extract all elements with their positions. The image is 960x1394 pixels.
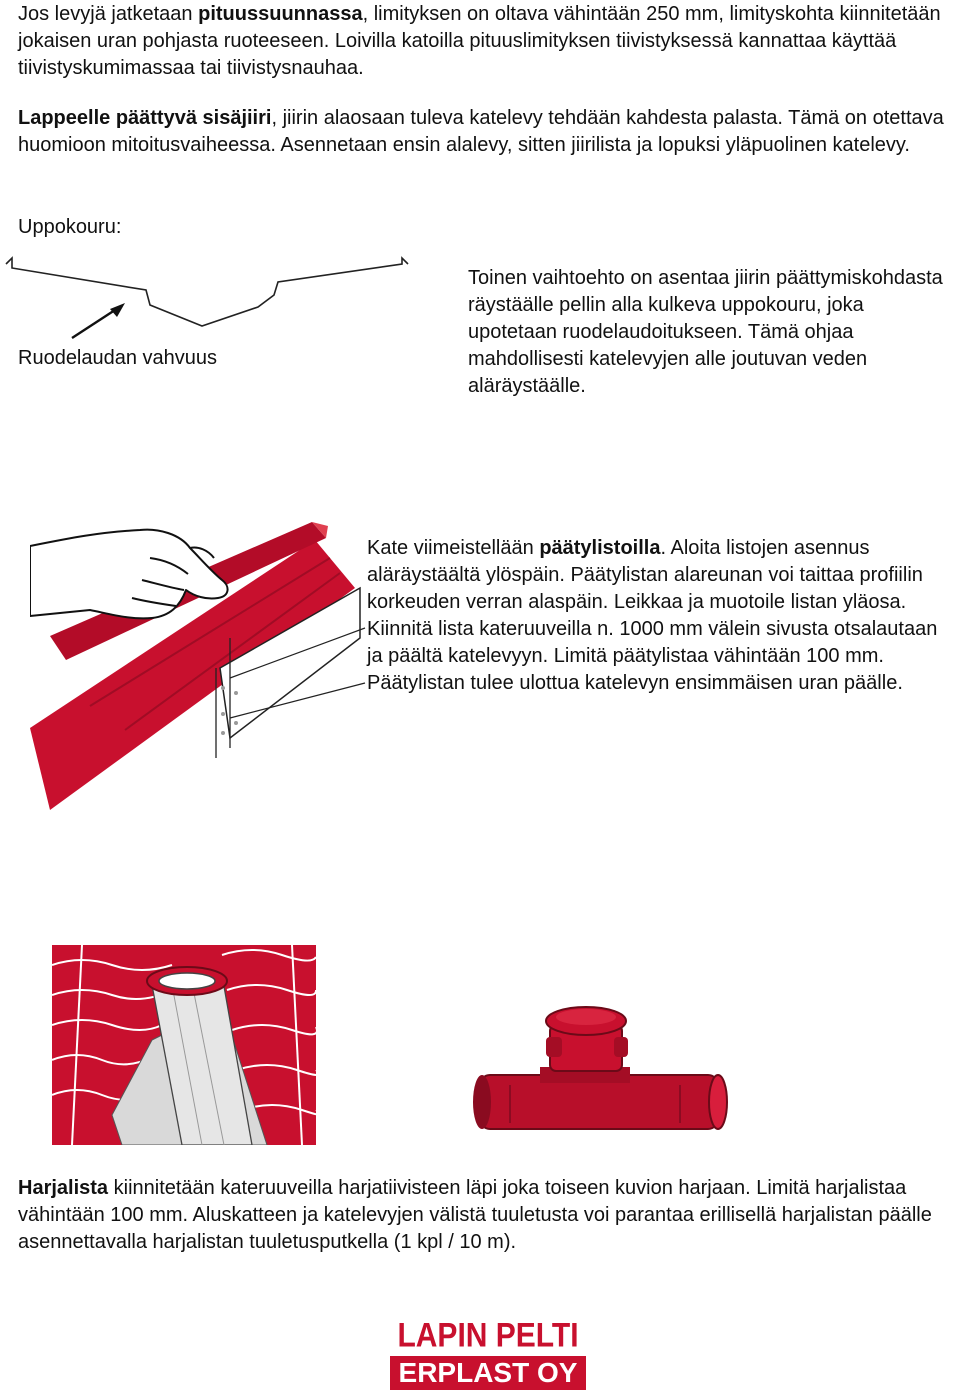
paatylista-illustration — [30, 518, 370, 818]
hand-icon — [30, 530, 228, 619]
uppokouru-heading: Uppokouru: — [18, 216, 122, 238]
paatylista-rest: . Aloita listojen asennus aläräystäältä ylöspäin. Päätylistan alareunan voi taittaa profiilin korkeuden verran alaspäin. Leikkaa ja muotoile listan yläosa. Kiinnitä lista kateruuveilla n. 1000 mm välein sivusta otsalautaan ja päältä katelevyyn. Limitä päätylistaa vähintään 100 mm. Päätylistan tulee ulottua katelevyn ensimmäisen uran päälle. — [367, 537, 938, 694]
arrow-icon — [72, 303, 125, 338]
intro-paragraph-1 — [18, 1, 948, 82]
uppokouru-diagram-label: Ruodelaudan vahvuus — [18, 347, 218, 369]
paatylista-bold: päätylistoilla — [539, 537, 661, 559]
logo-line-2: ERPLAST OY — [390, 1356, 586, 1390]
intro-p1-start: Jos levyjä jatketaan — [18, 3, 199, 25]
intro-p2-bold: Lappeelle päättyvä sisäjiiri — [18, 107, 272, 129]
paatylista-start: Kate viimeistellään — [367, 537, 540, 559]
uppokouru-diagram — [0, 250, 420, 350]
roof-vent-photo — [52, 945, 316, 1145]
ridge-vent-pipe — [470, 1005, 730, 1155]
logo-line-1: LAPIN PELTI — [397, 1316, 579, 1355]
intro-p2-rest: , jiirin alaosaan tuleva katelevy tehdään kahdesta palasta. Tämä on otettava huomioon mitoitusvaiheessa. Asennetaan ensin alalevy, sitten jiirilista ja lopuksi yläpuolinen katelevy. — [18, 107, 944, 156]
gutter-profile-line — [6, 258, 408, 326]
company-logo — [390, 1316, 586, 1390]
intro-p1-bold: pituussuunnassa — [198, 3, 363, 25]
harjalista-text — [18, 1175, 953, 1256]
intro-p1-rest: , limityksen on oltava vähintään 250 mm, limityskohta kiinnitetään jokaisen uran pohjasta ruoteeseen. Loivilla katoilla pituuslimityksen tiivistyksessä kannattaa käyttää tiivistyskumimassaa tai tiivistysnauhaa. — [18, 3, 941, 79]
paatylista-text — [367, 535, 957, 697]
uppokouru-text: Toinen vaihtoehto on asentaa jiirin päättymiskohdasta räystäälle pellin alla kulkeva uppokouru, joka upotetaan ruodelaudoitukseen. Tämä ohjaa mahdollisesti katelevyjen alle joutuvan veden aläräystäälle. — [468, 267, 943, 397]
vent-pipe-icon — [473, 1007, 727, 1129]
harjalista-bold: Harjalista — [18, 1177, 109, 1199]
intro-paragraph-2 — [18, 105, 953, 159]
harjalista-rest: kiinnitetään kateruuveilla harjatiivisteen läpi joka toiseen kuvion harjaan. Limitä harjalistaa vähintään 100 mm. Aluskatteen ja katelevyjen välistä tuuletusta voi parantaa erillisellä harjalistan päälle asennettavalla harjalistan tuuletusputkella (1 kpl / 10 m). — [18, 1177, 932, 1253]
